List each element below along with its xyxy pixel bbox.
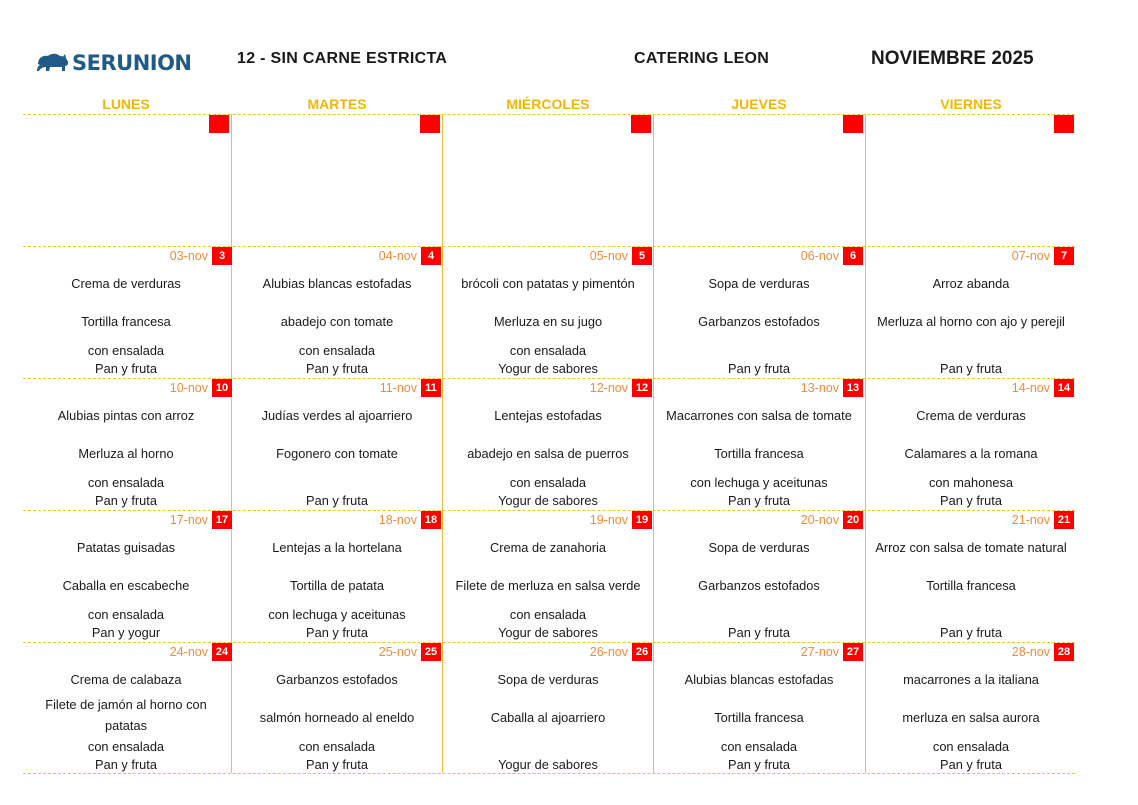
second-course: salmón horneado al eneldo [259,710,415,725]
dessert: Pan y fruta [95,757,157,772]
first-course: Crema de verduras [916,408,1026,423]
date-label: 21-nov [1011,513,1050,527]
day-number-badge: 25 [421,643,441,661]
first-course: Sopa de verduras [497,672,599,687]
dessert: Yogur de sabores [498,493,598,508]
first-course: Alubias blancas estofadas [262,276,412,291]
first-course: Macarrones con salsa de tomate [666,408,852,423]
second-course: Filete de jamón al horno con patatas [45,697,207,733]
second-course: Tortilla francesa [714,446,804,461]
side-dish: con ensalada [509,343,587,358]
day-number-badge: 27 [843,643,863,661]
weekday-label: MARTES [307,96,367,112]
dessert: Yogur de sabores [498,757,598,772]
red-marker [843,115,863,133]
dessert: Pan y fruta [95,493,157,508]
caterer-name: CATERING LEON [634,50,770,67]
second-course: Merluza al horno [78,446,174,461]
side-dish: con ensalada [932,739,1010,754]
dessert: Pan y fruta [728,757,790,772]
day-number-badge: 21 [1054,511,1074,529]
day-number-badge: 6 [843,247,863,265]
red-marker [631,115,651,133]
first-course: Arroz abanda [932,276,1010,291]
date-label: 25-nov [378,645,417,659]
date-label: 10-nov [169,381,208,395]
first-course: Alubias pintas con arroz [57,408,195,423]
day-number-badge: 12 [632,379,652,397]
date-label: 06-nov [800,249,839,263]
second-course: Caballa en escabeche [62,578,190,593]
dessert: Pan y fruta [728,493,790,508]
bison-logo-icon [36,50,70,76]
first-course: macarrones a la italiana [903,672,1039,687]
first-course: brócoli con patatas y pimentón [461,276,635,291]
logo-text: SERUNION [72,51,192,75]
menu-title: 12 - SIN CARNE ESTRICTA [237,50,448,67]
dessert: Pan y fruta [940,757,1002,772]
day-number-badge: 5 [632,247,652,265]
dessert: Pan y fruta [940,493,1002,508]
weekday-label: LUNES [102,96,150,112]
side-dish: con ensalada [87,475,165,490]
second-course: Merluza en su jugo [493,314,603,329]
date-label: 07-nov [1011,249,1050,263]
side-dish: con ensalada [298,343,376,358]
second-course: Fogonero con tomate [276,446,398,461]
second-course: Tortilla francesa [81,314,171,329]
weekday-label: VIERNES [940,96,1002,112]
date-label: 03-nov [169,249,208,263]
first-course: Crema de verduras [71,276,181,291]
side-dish: con ensalada [720,739,798,754]
side-dish: con ensalada [509,607,587,622]
first-course: Alubias blancas estofadas [684,672,834,687]
side-dish: con ensalada [87,607,165,622]
date-label: 20-nov [800,513,839,527]
date-label: 13-nov [800,381,839,395]
side-dish: con mahonesa [929,475,1013,490]
first-course: Judías verdes al ajoarriero [261,408,413,423]
dessert: Pan y yogur [91,625,161,640]
first-course: Lentejas a la hortelana [272,540,402,555]
dessert: Yogur de sabores [498,625,598,640]
date-label: 04-nov [378,249,417,263]
day-number-badge: 7 [1054,247,1074,265]
second-course: Merluza al horno con ajo y perejil [877,314,1065,329]
dessert: Pan y fruta [728,361,790,376]
second-course: Tortilla francesa [714,710,804,725]
day-number-badge: 19 [632,511,652,529]
side-dish: con lechuga y aceitunas [268,607,406,622]
date-label: 27-nov [800,645,839,659]
second-course: abadejo en salsa de puerros [467,446,629,461]
first-course: Lentejas estofadas [494,408,602,423]
red-marker [209,115,229,133]
serunion-logo [36,49,192,77]
side-dish: con ensalada [298,739,376,754]
second-course: merluza en salsa aurora [902,710,1040,725]
dessert: Pan y fruta [306,361,368,376]
red-marker [1054,115,1074,133]
date-label: 17-nov [169,513,208,527]
weekday-label: MIÉRCOLES [506,96,590,112]
first-course: Sopa de verduras [708,540,810,555]
dessert: Pan y fruta [940,361,1002,376]
dessert: Pan y fruta [306,493,368,508]
date-label: 11-nov [379,381,417,395]
day-number-badge: 24 [212,643,232,661]
date-label: 19-nov [589,513,628,527]
second-course: Garbanzos estofados [698,314,820,329]
day-number-badge: 11 [421,379,441,397]
first-course: Sopa de verduras [708,276,810,291]
dessert: Pan y fruta [940,625,1002,640]
day-number-badge: 10 [212,379,232,397]
side-dish: con ensalada [87,739,165,754]
date-label: 28-nov [1011,645,1050,659]
red-marker [420,115,440,133]
date-label: 26-nov [589,645,628,659]
row-divider [23,114,1075,115]
dessert: Yogur de sabores [498,361,598,376]
first-course: Crema de calabaza [70,672,182,687]
weekday-label: JUEVES [731,96,787,112]
second-course: abadejo con tomate [280,314,394,329]
day-number-badge: 28 [1054,643,1074,661]
date-label: 12-nov [589,381,628,395]
month-title: NOVIEMBRE 2025 [871,48,1034,69]
day-number-badge: 13 [843,379,863,397]
day-number-badge: 14 [1054,379,1074,397]
side-dish: con ensalada [87,343,165,358]
side-dish: con lechuga y aceitunas [690,475,828,490]
first-course: Arroz con salsa de tomate natural [875,540,1067,555]
date-label: 05-nov [589,249,628,263]
dessert: Pan y fruta [728,625,790,640]
dessert: Pan y fruta [306,625,368,640]
second-course: Tortilla francesa [926,578,1016,593]
day-number-badge: 20 [843,511,863,529]
first-course: Patatas guisadas [76,540,176,555]
first-course: Crema de zanahoria [490,540,606,555]
date-label: 18-nov [378,513,417,527]
second-course: Calamares a la romana [904,446,1038,461]
day-number-badge: 17 [212,511,232,529]
second-course: Garbanzos estofados [698,578,820,593]
second-course: Tortilla de patata [290,578,384,593]
second-course: Filete de merluza en salsa verde [455,578,641,593]
day-number-badge: 4 [421,247,441,265]
day-number-badge: 26 [632,643,652,661]
date-label: 24-nov [169,645,208,659]
day-number-badge: 3 [212,247,232,265]
day-number-badge: 18 [421,511,441,529]
first-course: Garbanzos estofados [276,672,398,687]
second-course: Caballa al ajoarriero [490,710,606,725]
dessert: Pan y fruta [306,757,368,772]
side-dish: con ensalada [509,475,587,490]
dessert: Pan y fruta [95,361,157,376]
row-divider [23,773,1075,774]
date-label: 14-nov [1011,381,1050,395]
